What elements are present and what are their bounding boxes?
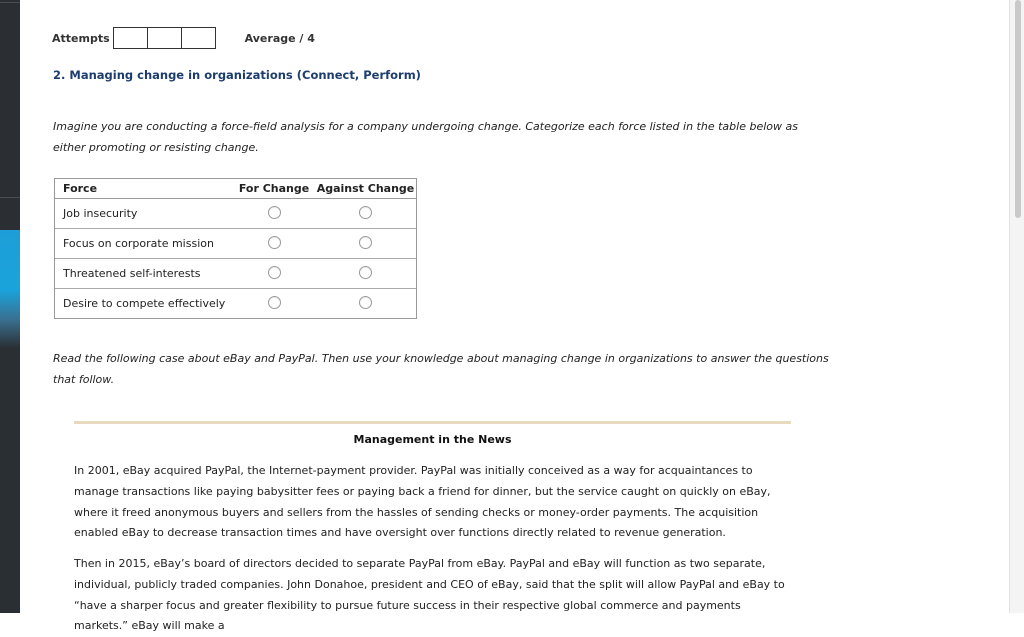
against-change-radio[interactable] <box>359 296 372 309</box>
question-title: 2. Managing change in organizations (Connect, Perform) <box>53 68 421 82</box>
table-row <box>55 229 416 259</box>
force-label: Focus on corporate mission <box>63 237 214 250</box>
average-label: Average / 4 <box>244 31 315 45</box>
table-header <box>55 179 416 199</box>
scrollbar-thumb[interactable] <box>1015 0 1021 218</box>
for-change-radio[interactable] <box>268 206 281 219</box>
attempt-box <box>147 27 182 49</box>
attempt-box <box>113 27 148 49</box>
case-instructions: Read the following case about eBay and PayPal. Then use your knowledge about managing change in organizations to answer the questions that follow. <box>53 352 829 386</box>
against-change-radio[interactable] <box>359 206 372 219</box>
against-change-radio[interactable] <box>359 236 372 249</box>
force-label: Job insecurity <box>63 207 138 220</box>
table-row <box>55 199 416 229</box>
news-divider <box>74 421 791 424</box>
header-against-change: Against Change <box>316 182 415 195</box>
table-row <box>55 289 416 318</box>
for-change-radio[interactable] <box>268 236 281 249</box>
attempts-label: Attempts <box>52 31 110 45</box>
header-for-change: For Change <box>238 182 310 195</box>
news-paragraph: Then in 2015, eBay’s board of directors decided to separate PayPal from eBay. PayPal and eBay will function as two separate, individual, publicly traded companies. John Donahoe, president and CEO of eBay, said that the split will allow PayPal and eBay to “have a sharper focus and greater flexibility to pursue future success in their respective global commerce and payments markets.” eBay will make a <box>74 557 785 633</box>
force-label: Desire to compete effectively <box>63 297 226 310</box>
table-row <box>55 259 416 289</box>
against-change-radio[interactable] <box>359 266 372 279</box>
sidebar-divider <box>0 197 20 198</box>
for-change-radio[interactable] <box>268 296 281 309</box>
attempt-boxes <box>114 27 216 49</box>
news-paragraph: In 2001, eBay acquired PayPal, the Internet-payment provider. PayPal was initially conceived as a way for acquaintances to manage transactions like paying babysitter fees or paying back a friend for dinner, but the service caught on quickly on eBay, where it freed anonymous buyers and sellers from the hassles of sending checks or money-order payments. The acquisition enabled eBay to decrease transaction times and have oversight over functions directly related to revenue generation. <box>74 464 771 540</box>
sidebar-divider <box>0 2 20 3</box>
force-field-table <box>54 178 417 319</box>
for-change-radio[interactable] <box>268 266 281 279</box>
sidebar-strip <box>0 0 20 613</box>
force-label: Threatened self-interests <box>63 267 201 280</box>
vertical-scrollbar[interactable] <box>1009 0 1024 613</box>
attempts-tracker <box>52 27 315 49</box>
news-title: Management in the News <box>353 433 512 446</box>
attempt-box <box>181 27 216 49</box>
header-force: Force <box>63 182 98 195</box>
force-field-instructions: Imagine you are conducting a force-field analysis for a company undergoing change. Categorize each force listed in the table below as either promoting or resisting change. <box>53 120 798 154</box>
